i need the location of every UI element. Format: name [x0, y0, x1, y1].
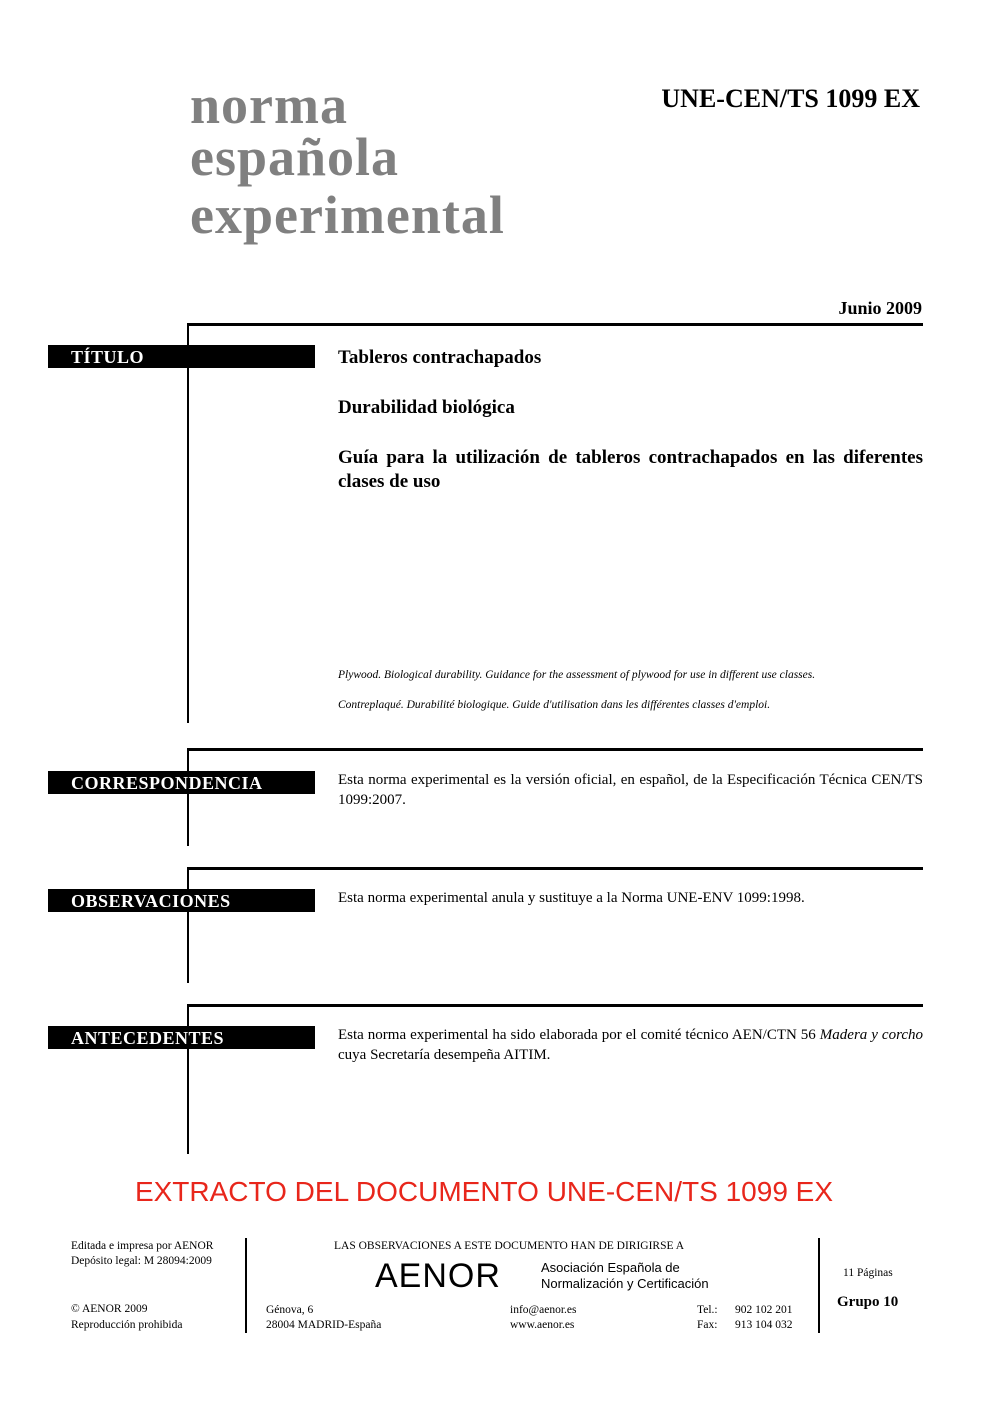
antecedentes-text-italic: Madera y corcho: [819, 1027, 924, 1043]
translation-english: Plywood. Biological durability. Guidance for the assessment of plywood for use in different use classes.: [338, 669, 816, 681]
correspondencia-text: Esta norma experimental es la versión oficial, en español, de la Especificación Técnica CEN/TS 1099:2007.: [338, 772, 923, 808]
footer-separator-right: [818, 1238, 820, 1333]
section-vertical-titulo: [187, 323, 189, 723]
standard-code: UNE-CEN/TS 1099 EX: [661, 84, 920, 113]
footer-city: 28004 MADRID-España: [266, 1319, 382, 1331]
footer-reproduccion: Reproducción prohibida: [71, 1319, 183, 1331]
section-rule-observaciones: [187, 867, 923, 870]
footer-web[interactable]: www.aenor.es: [510, 1319, 575, 1331]
label-correspondencia: CORRESPONDENCIA: [48, 771, 315, 794]
section-rule-correspondencia: [187, 748, 923, 751]
brand-line-3: experimental: [190, 185, 505, 245]
footer-separator-left: [245, 1238, 247, 1333]
footer-street: Génova, 6: [266, 1304, 314, 1316]
translation-french: Contreplaqué. Durabilité biologique. Guide d'utilisation dans les différentes classes d'emploi.: [338, 699, 771, 711]
brand-line-1: norma: [190, 75, 348, 135]
aenor-logo: AENOR: [375, 1257, 501, 1295]
footer-fax: 913 104 032: [735, 1319, 793, 1331]
footer-observaciones-header: LAS OBSERVACIONES A ESTE DOCUMENTO HAN DE DIRIGIRSE A: [334, 1240, 685, 1252]
footer-fax-label: Fax:: [697, 1319, 718, 1331]
label-titulo: TÍTULO: [48, 345, 315, 368]
footer-pages: 11 Páginas: [843, 1267, 893, 1279]
footer-copyright: © AENOR 2009: [71, 1303, 148, 1315]
title-line-2: Durabilidad biológica: [338, 397, 515, 418]
footer-tel: 902 102 201: [735, 1304, 793, 1316]
antecedentes-text-before: Esta norma experimental ha sido elaborada por el comité técnico AEN/CTN 56: [338, 1027, 820, 1043]
antecedentes-text: [338, 1025, 923, 1065]
footer-deposito: Depósito legal: M 28094:2009: [71, 1255, 212, 1267]
section-vertical-correspondencia: [187, 748, 189, 846]
brand-line-2: española: [190, 127, 400, 187]
section-rule-antecedentes: [187, 1004, 923, 1007]
title-line-1: Tableros contrachapados: [338, 347, 542, 368]
aenor-subtitle-line-1: Asociación Española de: [541, 1260, 680, 1275]
section-rule-titulo: [187, 323, 923, 326]
footer-edited: Editada e impresa por AENOR: [71, 1240, 214, 1252]
aenor-subtitle: [541, 1260, 709, 1292]
footer-email[interactable]: info@aenor.es: [510, 1304, 577, 1316]
extract-notice: EXTRACTO DEL DOCUMENTO UNE-CEN/TS 1099 EX: [134, 1176, 834, 1207]
aenor-subtitle-line-2: Normalización y Certificación: [541, 1276, 709, 1291]
footer-group: Grupo 10: [837, 1294, 899, 1310]
antecedentes-text-after: cuya Secretaría desempeña AITIM.: [338, 1047, 551, 1063]
footer-tel-label: Tel.:: [697, 1304, 718, 1316]
title-line-3: Guía para la utilización de tableros contrachapados en las diferentes clases de uso: [338, 447, 923, 492]
publication-date: Junio 2009: [838, 298, 922, 318]
observaciones-text: Esta norma experimental anula y sustituye a la Norma UNE-ENV 1099:1998.: [338, 890, 805, 906]
label-antecedentes: ANTECEDENTES: [48, 1026, 315, 1049]
section-vertical-observaciones: [187, 867, 189, 983]
label-observaciones: OBSERVACIONES: [48, 889, 315, 912]
